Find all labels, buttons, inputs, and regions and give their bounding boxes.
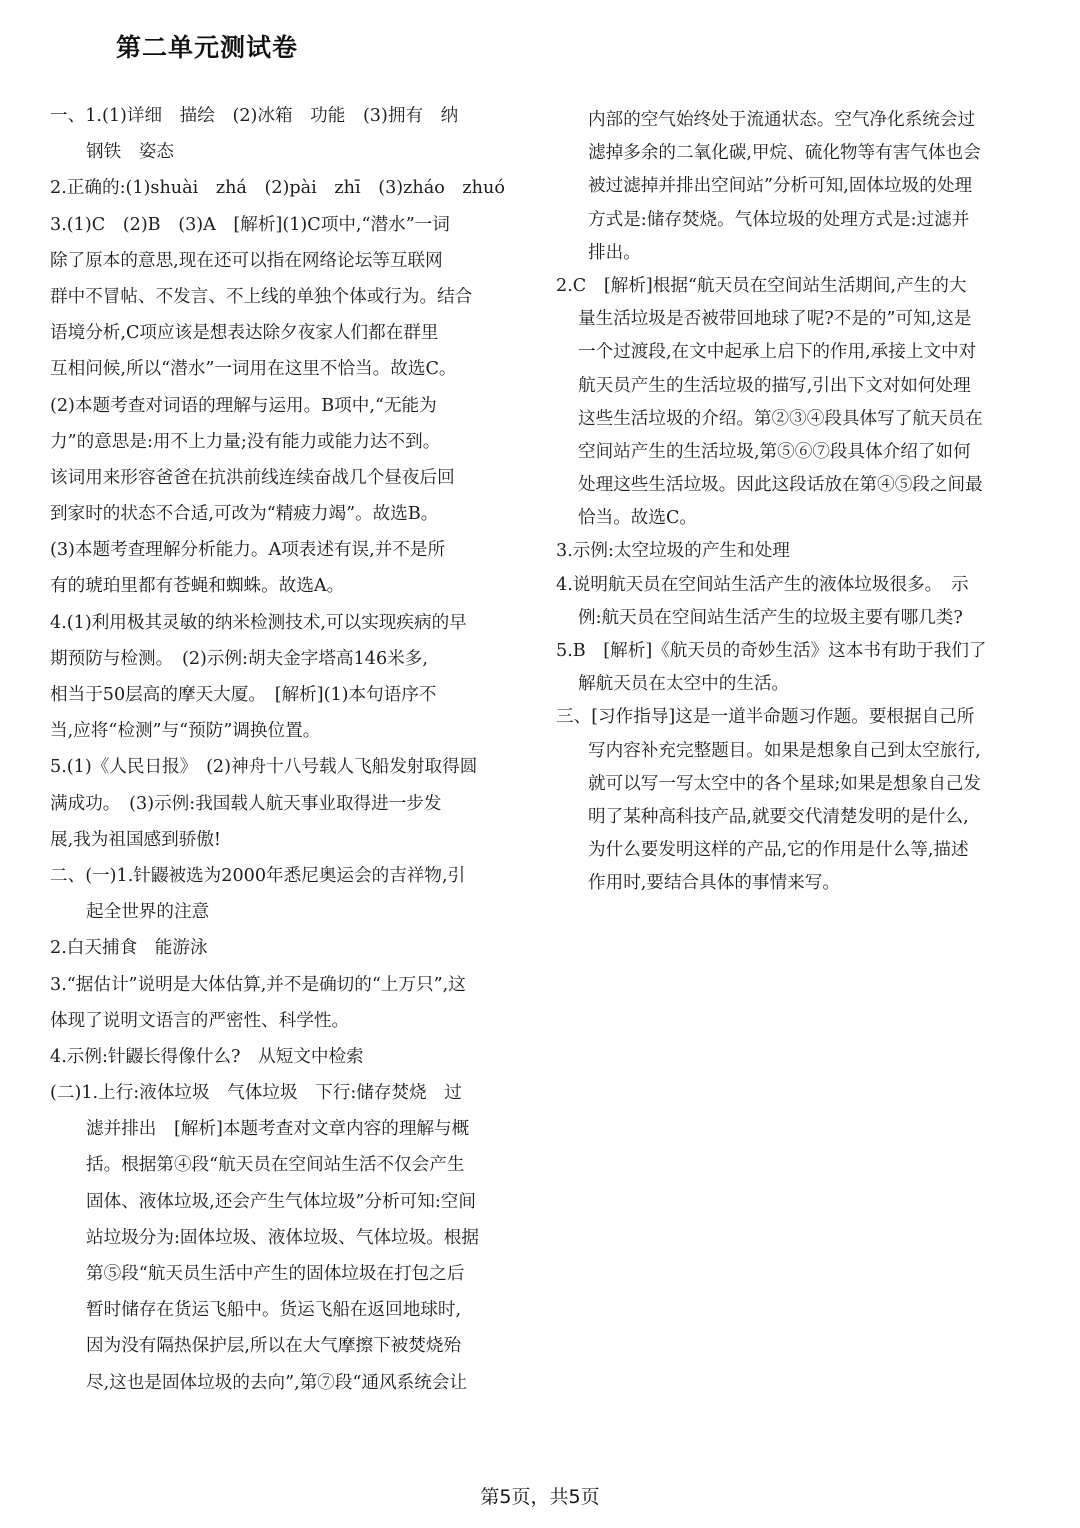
answer-line: 作用时,要结合具体的事情来写。	[588, 873, 840, 894]
page-title: 第二单元测试卷	[116, 33, 299, 62]
answer-line: 站垃圾分为:固体垃圾、液体垃圾、气体垃圾。根据	[86, 1227, 479, 1248]
answer-line: 写内容补充完整题目。如果是想象自己到太空旅行,	[588, 740, 981, 761]
answer-line: 恰当。故选C。	[578, 508, 698, 529]
answer-line: 除了原本的意思,现在还可以指在网络论坛等互联网	[50, 250, 443, 271]
answer-line: 起全世界的注意	[86, 902, 210, 923]
answer-line: 尽,这也是固体垃圾的去向”,第⑦段“通风系统会让	[86, 1372, 468, 1393]
answer-line: 解航天员在太空中的生活。	[578, 674, 790, 695]
answer-line: (3)本题考查理解分析能力。A项表述有误,并不是所	[50, 540, 446, 561]
answer-line: 3.示例:太空垃圾的产生和处理	[556, 541, 790, 562]
answer-line: 滤掉多余的二氧化碳,甲烷、硫化物等有害气体也会	[588, 143, 981, 164]
answer-line: 5.B [解析]《航天员的奇妙生活》这本书有助于我们了	[556, 641, 987, 661]
answer-line: 例:航天员在空间站生活产生的垃圾主要有哪几类?	[578, 607, 963, 628]
answer-line: 为什么要发明这样的产品,它的作用是什么等,描述	[588, 840, 969, 861]
answer-line: 力”的意思是:用不上力量;没有能力或能力达不到。	[50, 431, 441, 452]
answer-line: 5.(1)《人民日报》 (2)神舟十八号载人飞船发射取得圆	[50, 757, 478, 778]
answer-line: 互相问候,所以“潜水”一词用在这里不恰当。故选C。	[50, 359, 457, 380]
answer-line: 滤并排出 [解析]本题考查对文章内容的理解与概	[86, 1119, 470, 1140]
answer-column-left	[50, 98, 505, 1401]
answer-line: 3.“据估计”说明是大体估算,并不是确切的“上万只”,这	[50, 974, 466, 995]
answer-line: 排出。	[588, 242, 641, 263]
answer-line: 2.C [解析]根据“航天员在空间站生活期间,产生的大	[556, 275, 967, 296]
answer-line: (2)本题考查对词语的理解与运用。B项中,“无能为	[50, 395, 437, 416]
answer-line: 空间站产生的生活垃圾,第⑤⑥⑦段具体介绍了如何	[578, 441, 971, 462]
answer-line: 二、(一)1.针鼹被选为2000年悉尼奥运会的吉祥物,引	[50, 865, 466, 886]
answer-line: 有的琥珀里都有苍蝇和蜘蛛。故选A。	[50, 576, 345, 597]
answer-line: 2.白天捕食 能游泳	[50, 938, 208, 959]
answer-line: 暂时储存在货运飞船中。货运飞船在返回地球时,	[86, 1300, 462, 1321]
answer-line: 4.示例:针鼹长得像什么? 从短文中检索	[50, 1046, 364, 1067]
answer-line: 到家时的状态不合适,可改为“精疲力竭”。故选B。	[50, 504, 439, 525]
answer-line: 处理这些生活垃圾。因此这段话放在第④⑤段之间最	[578, 475, 983, 496]
answer-line: 航天员产生的生活垃圾的描写,引出下文对如何处理	[578, 375, 971, 396]
answer-line: 因为没有隔热保护层,所以在大气摩擦下被焚烧殆	[86, 1336, 462, 1357]
page-footer: 第5页，共5页	[480, 1486, 600, 1508]
answer-line: 三、[习作指导]这是一道半命题习作题。要根据自己所	[556, 707, 975, 728]
answer-line: 钢铁 姿态	[86, 142, 174, 163]
answer-line: 明了某种高科技产品,就要交代清楚发明的是什么,	[588, 806, 969, 827]
answer-line: 相当于50层高的摩天大厦。 [解析](1)本句语序不	[50, 685, 437, 705]
answer-line: 第⑤段“航天员生活中产生的固体垃圾在打包之后	[86, 1264, 465, 1284]
answer-line: 4.说明航天员在空间站生活产生的液体垃圾很多。 示	[556, 574, 969, 595]
answer-line: 满成功。 (3)示例:我国载人航天事业取得进一步发	[50, 793, 442, 814]
answer-line: 体现了说明文语言的严密性、科学性。	[50, 1010, 350, 1031]
answer-line: 期预防与检测。 (2)示例:胡夫金字塔高146米多,	[50, 648, 428, 669]
answer-line: 展,我为祖国感到骄傲!	[50, 829, 222, 850]
answer-line: 量生活垃圾是否被带回地球了呢?不是的”可知,这是	[578, 309, 972, 330]
answer-line: 就可以写一写太空中的各个星球;如果是想象自己发	[588, 773, 981, 794]
answer-line: 当,应将“检测”与“预防”调换位置。	[50, 721, 321, 742]
answer-line: 括。根据第④段“航天员在空间站生活不仅会产生	[86, 1155, 465, 1176]
answer-line: 一、1.(1)详细 描绘 (2)冰箱 功能 (3)拥有 纳	[50, 106, 459, 126]
answer-line: 4.(1)利用极其灵敏的纳米检测技术,可以实现疾病的早	[50, 612, 467, 633]
answer-line: 这些生活垃圾的介绍。第②③④段具体写了航天员在	[578, 408, 983, 429]
answer-line: 内部的空气始终处于流通状态。空气净化系统会过	[588, 110, 976, 130]
answer-line: 3.(1)C (2)B (3)A [解析](1)C项中,“潜水”一词	[50, 214, 450, 235]
answer-line: 2.正确的:(1)shuài zhá (2)pài zhī (3)zháo zhuó	[50, 178, 505, 199]
answer-line: 语境分析,C项应该是想表达除夕夜家人们都在群里	[50, 323, 439, 344]
answer-line: 固体、液体垃圾,还会产生气体垃圾”分析可知:空间	[86, 1191, 476, 1212]
answer-line: 群中不冒帖、不发言、不上线的单独个体或行为。结合	[50, 286, 473, 307]
answer-line: 被过滤掉并排出空间站”分析可知,固体垃圾的处理	[588, 176, 973, 197]
answer-line: (二)1.上行:液体垃圾 气体垃圾 下行:储存焚烧 过	[50, 1083, 462, 1104]
answer-line: 该词用来形容爸爸在抗洪前线连续奋战几个昼夜后回	[50, 467, 455, 488]
answer-line: 方式是:储存焚烧。气体垃圾的处理方式是:过滤并	[588, 209, 970, 230]
answer-column-right	[556, 104, 1022, 901]
answer-line: 一个过渡段,在文中起承上启下的作用,承接上文中对	[578, 342, 977, 363]
